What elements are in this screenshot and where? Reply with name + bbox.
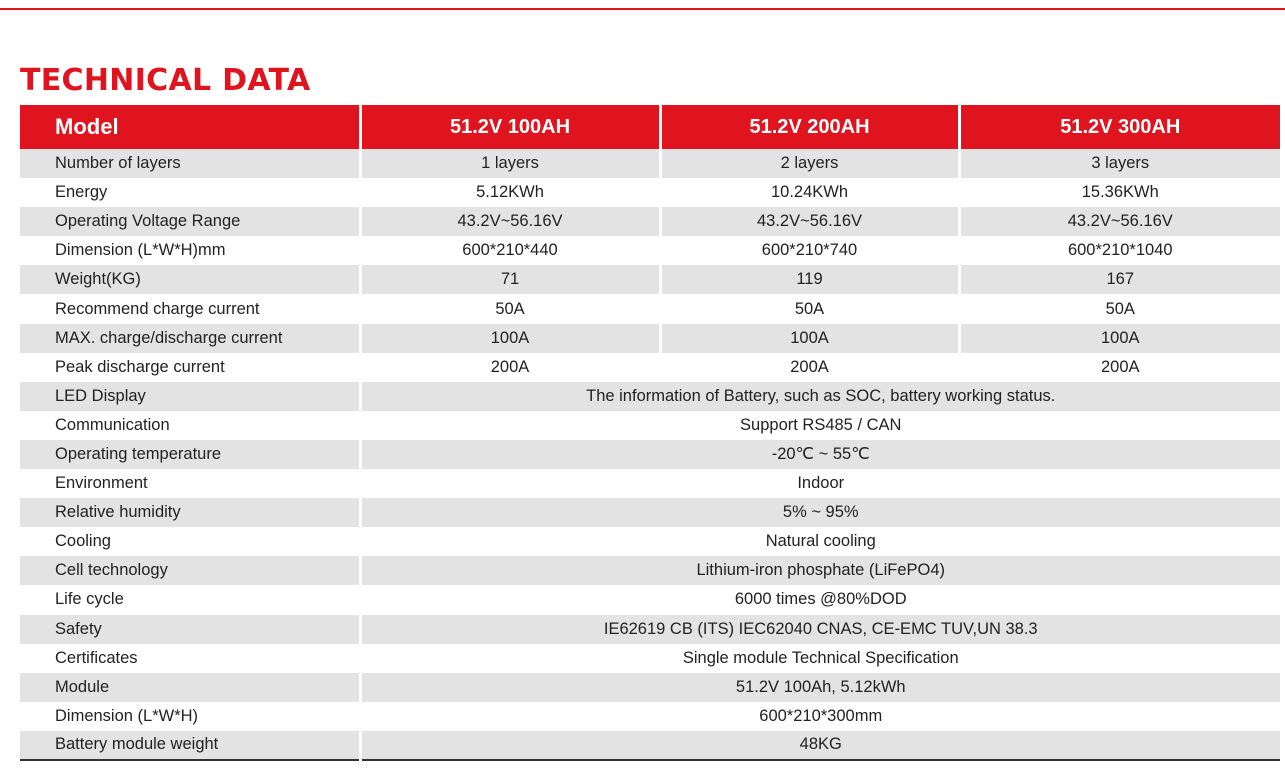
table-row: [20, 527, 1280, 556]
cell-value: 600*210*440: [360, 236, 660, 265]
cell-value: 119: [660, 265, 959, 294]
cell-value-shared: 51.2V 100Ah, 5.12kWh: [360, 673, 1280, 702]
row-label: Dimension (L*W*H): [20, 702, 360, 731]
table-row: [20, 731, 1280, 760]
cell-value: 100A: [660, 324, 959, 353]
table-row: [20, 353, 1280, 382]
table-row: [20, 236, 1280, 265]
table-row: [20, 498, 1280, 527]
row-label: Battery module weight: [20, 731, 360, 760]
page-title: TECHNICAL DATA: [20, 63, 311, 98]
table-row: [20, 440, 1280, 469]
row-label: Module: [20, 673, 360, 702]
cell-value: 600*210*740: [660, 236, 959, 265]
table-row: [20, 207, 1280, 236]
table-row: [20, 702, 1280, 731]
table-row: [20, 265, 1280, 294]
cell-value: 71: [360, 265, 660, 294]
table-row: [20, 382, 1280, 411]
row-label: Peak discharge current: [20, 353, 360, 382]
row-label: LED Display: [20, 382, 360, 411]
table-row: [20, 615, 1280, 644]
row-label: Number of layers: [20, 149, 360, 178]
row-label: MAX. charge/discharge current: [20, 324, 360, 353]
table-row: [20, 585, 1280, 614]
cell-value: 100A: [959, 324, 1280, 353]
cell-value: 1 layers: [360, 149, 660, 178]
cell-value-shared: Single module Technical Specification: [360, 644, 1280, 673]
cell-value: 2 layers: [660, 149, 959, 178]
row-label: Operating Voltage Range: [20, 207, 360, 236]
row-label: Dimension (L*W*H)mm: [20, 236, 360, 265]
row-label: Life cycle: [20, 585, 360, 614]
row-label: Cooling: [20, 527, 360, 556]
row-label: Cell technology: [20, 556, 360, 585]
cell-value: 15.36KWh: [959, 178, 1280, 207]
row-label: Certificates: [20, 644, 360, 673]
cell-value: 200A: [959, 353, 1280, 382]
table-row: [20, 178, 1280, 207]
cell-value: 200A: [660, 353, 959, 382]
row-label: Weight(KG): [20, 265, 360, 294]
cell-value: 50A: [360, 294, 660, 323]
table-row: [20, 644, 1280, 673]
cell-value: 43.2V~56.16V: [959, 207, 1280, 236]
table-row: [20, 294, 1280, 323]
cell-value-shared: 5% ~ 95%: [360, 498, 1280, 527]
cell-value: 100A: [360, 324, 660, 353]
cell-value: 5.12KWh: [360, 178, 660, 207]
cell-value-shared: Indoor: [360, 469, 1280, 498]
row-label: Operating temperature: [20, 440, 360, 469]
cell-value: 43.2V~56.16V: [360, 207, 660, 236]
cell-value: 200A: [360, 353, 660, 382]
cell-value-shared: -20℃ ~ 55℃: [360, 440, 1280, 469]
table-row: [20, 469, 1280, 498]
cell-value: 10.24KWh: [660, 178, 959, 207]
table-row: [20, 411, 1280, 440]
row-label: Communication: [20, 411, 360, 440]
cell-value-shared: Lithium-iron phosphate (LiFePO4): [360, 556, 1280, 585]
cell-value: 43.2V~56.16V: [660, 207, 959, 236]
table-row: [20, 673, 1280, 702]
header-model-100ah: 51.2V 100AH: [360, 105, 660, 149]
cell-value: 600*210*1040: [959, 236, 1280, 265]
spec-table: [20, 105, 1280, 761]
cell-value-shared: Support RS485 / CAN: [360, 411, 1280, 440]
row-label: Recommend charge current: [20, 294, 360, 323]
cell-value-shared: Natural cooling: [360, 527, 1280, 556]
cell-value: 167: [959, 265, 1280, 294]
cell-value-shared: 6000 times @80%DOD: [360, 585, 1280, 614]
cell-value: 50A: [959, 294, 1280, 323]
table-row: [20, 324, 1280, 353]
table-row: [20, 149, 1280, 178]
table-row: [20, 556, 1280, 585]
header-model-label: Model: [20, 105, 360, 149]
cell-value-shared: IE62619 CB (ITS) IEC62040 CNAS, CE-EMC TUV,UN 38.3: [360, 615, 1280, 644]
cell-value-shared: 600*210*300mm: [360, 702, 1280, 731]
row-label: Relative humidity: [20, 498, 360, 527]
cell-value: 50A: [660, 294, 959, 323]
top-divider: [0, 8, 1285, 10]
row-label: Safety: [20, 615, 360, 644]
cell-value: 3 layers: [959, 149, 1280, 178]
row-label: Environment: [20, 469, 360, 498]
cell-value-shared: The information of Battery, such as SOC, battery working status.: [360, 382, 1280, 411]
cell-value-shared: 48KG: [360, 731, 1280, 760]
header-model-200ah: 51.2V 200AH: [660, 105, 959, 149]
header-row: [20, 105, 1280, 149]
row-label: Energy: [20, 178, 360, 207]
header-model-300ah: 51.2V 300AH: [959, 105, 1280, 149]
